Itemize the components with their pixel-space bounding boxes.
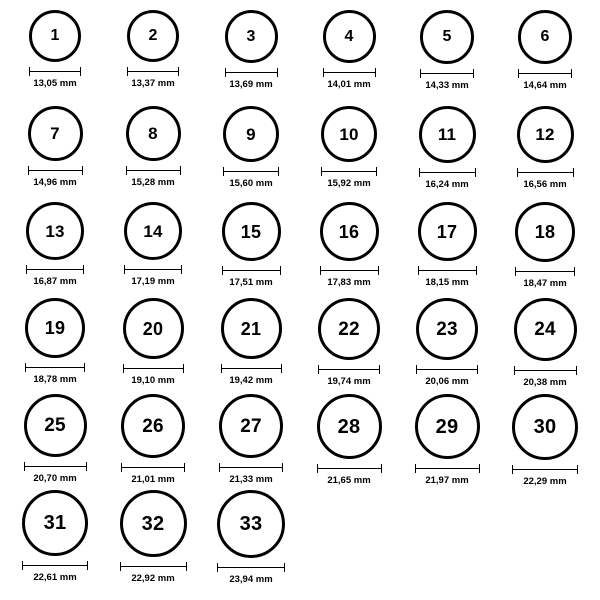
- ring-size-label: 21: [240, 318, 262, 339]
- ring-size-label: 24: [534, 319, 556, 340]
- dimension-tick-right: [278, 167, 279, 176]
- ring-circle-icon: [418, 202, 477, 261]
- dimension-line: [123, 364, 184, 373]
- dimension-tick-left: [518, 69, 519, 78]
- dimension-line-bar: [217, 567, 285, 568]
- ring-diameter-label: 13,69 mm: [229, 79, 273, 90]
- ring-cell: [104, 202, 202, 298]
- ring-cell: [202, 490, 300, 586]
- ring-cell: [398, 106, 496, 202]
- dimension-tick-left: [514, 366, 515, 375]
- ring-diameter-label: 16,56 mm: [523, 179, 567, 190]
- dimension-line: [317, 464, 382, 473]
- ring-wrapper: [512, 394, 578, 460]
- dimension-tick-left: [223, 167, 224, 176]
- ring-diameter-label: 20,38 mm: [523, 377, 567, 388]
- dimension-line: [120, 562, 187, 571]
- ring-wrapper: [320, 202, 379, 261]
- dimension-tick-right: [82, 166, 83, 175]
- ring-circle-icon: [225, 10, 278, 63]
- ring-circle-icon: [124, 202, 182, 260]
- ring-diameter-label: 18,78 mm: [33, 374, 77, 385]
- dimension-line: [217, 563, 285, 572]
- ring-cell: [398, 394, 496, 490]
- ring-diameter-label: 19,10 mm: [131, 375, 175, 386]
- ring-wrapper: [225, 10, 278, 63]
- dimension-tick-right: [282, 463, 283, 472]
- ring-diameter-label: 16,87 mm: [33, 276, 77, 287]
- dimension-line-bar: [223, 171, 279, 172]
- ring-circle-icon: [518, 10, 572, 64]
- ring-size-label: 23: [436, 318, 458, 340]
- dimension-line: [419, 168, 476, 177]
- dimension-line: [29, 67, 81, 76]
- ring-wrapper: [29, 10, 81, 62]
- ring-diameter-label: 21,65 mm: [327, 475, 371, 486]
- ring-circle-icon: [120, 490, 187, 557]
- ring-wrapper: [317, 394, 382, 459]
- ring-diameter-label: 22,61 mm: [33, 572, 77, 583]
- ring-cell: [6, 202, 104, 298]
- ring-circle-icon: [323, 10, 376, 63]
- dimension-line: [124, 265, 182, 274]
- dimension-tick-right: [476, 266, 477, 275]
- dimension-line: [223, 167, 279, 176]
- dimension-tick-right: [571, 69, 572, 78]
- dimension-tick-right: [573, 168, 574, 177]
- ring-diameter-label: 14,64 mm: [523, 80, 567, 91]
- dimension-tick-left: [221, 364, 222, 373]
- ring-circle-icon: [320, 202, 379, 261]
- ring-diameter-label: 21,33 mm: [229, 474, 273, 485]
- dimension-line: [121, 463, 185, 472]
- dimension-line: [225, 68, 278, 77]
- ring-cell: [398, 298, 496, 394]
- dimension-tick-right: [284, 563, 285, 572]
- dimension-tick-left: [416, 365, 417, 374]
- dimension-line: [418, 266, 477, 275]
- ring-cell: [6, 298, 104, 394]
- dimension-tick-left: [124, 265, 125, 274]
- ring-circle-icon: [28, 106, 83, 161]
- dimension-line-bar: [222, 270, 281, 271]
- dimension-tick-right: [86, 462, 87, 471]
- dimension-tick-right: [379, 365, 380, 374]
- ring-circle-icon: [321, 106, 377, 162]
- dimension-line: [318, 365, 380, 374]
- ring-diameter-label: 21,97 mm: [425, 475, 469, 486]
- ring-wrapper: [222, 202, 281, 261]
- ring-size-label: 31: [43, 512, 67, 534]
- dimension-tick-left: [28, 166, 29, 175]
- dimension-tick-left: [120, 562, 121, 571]
- dimension-line-bar: [29, 71, 81, 72]
- dimension-line: [420, 69, 474, 78]
- ring-circle-icon: [419, 106, 476, 163]
- dimension-tick-left: [25, 363, 26, 372]
- ring-cell: [104, 490, 202, 586]
- ring-cell: [398, 202, 496, 298]
- ring-wrapper: [123, 298, 184, 359]
- ring-diameter-label: 16,24 mm: [425, 179, 469, 190]
- dimension-line: [25, 363, 85, 372]
- ring-size-label: 27: [240, 415, 262, 437]
- ring-circle-icon: [219, 394, 283, 458]
- dimension-line-bar: [323, 72, 376, 73]
- ring-size-label: 9: [246, 124, 256, 144]
- ring-diameter-label: 15,28 mm: [131, 177, 175, 188]
- ring-diameter-label: 17,19 mm: [131, 276, 175, 287]
- dimension-line-bar: [126, 170, 181, 171]
- dimension-tick-left: [323, 68, 324, 77]
- dimension-tick-left: [127, 67, 128, 76]
- ring-diameter-label: 14,33 mm: [425, 80, 469, 91]
- ring-size-label: 3: [246, 27, 256, 45]
- ring-wrapper: [418, 202, 477, 261]
- ring-diameter-label: 15,92 mm: [327, 178, 371, 189]
- ring-wrapper: [420, 10, 474, 64]
- ring-cell: [202, 298, 300, 394]
- dimension-tick-right: [477, 365, 478, 374]
- ring-cell: [104, 394, 202, 490]
- ring-wrapper: [518, 10, 572, 64]
- ring-size-label: 5: [442, 28, 452, 45]
- dimension-line-bar: [121, 467, 185, 468]
- ring-wrapper: [28, 106, 83, 161]
- ring-wrapper: [515, 202, 575, 262]
- ring-wrapper: [514, 298, 577, 361]
- dimension-tick-right: [475, 168, 476, 177]
- dimension-tick-right: [183, 364, 184, 373]
- ring-wrapper: [26, 202, 84, 260]
- ring-cell: [496, 202, 594, 298]
- dimension-line-bar: [512, 469, 578, 470]
- ring-circle-icon: [123, 298, 184, 359]
- ring-circle-icon: [514, 298, 577, 361]
- dimension-line-bar: [415, 468, 480, 469]
- dimension-tick-right: [186, 562, 187, 571]
- ring-cell: [496, 10, 594, 106]
- ring-cell: [300, 394, 398, 490]
- ring-wrapper: [25, 298, 85, 358]
- dimension-tick-right: [574, 267, 575, 276]
- ring-size-label: 29: [435, 415, 459, 438]
- dimension-line-bar: [514, 370, 577, 371]
- ring-size-label: 4: [344, 27, 354, 45]
- ring-wrapper: [318, 298, 380, 360]
- ring-size-label: 7: [50, 124, 60, 143]
- dimension-tick-right: [178, 67, 179, 76]
- dimension-line-bar: [127, 71, 179, 72]
- ring-size-label: 17: [436, 221, 458, 242]
- dimension-line-bar: [24, 466, 87, 467]
- dimension-line: [22, 561, 88, 570]
- ring-wrapper: [121, 394, 185, 458]
- dimension-tick-left: [26, 265, 27, 274]
- ring-wrapper: [321, 106, 377, 162]
- ring-circle-icon: [126, 106, 181, 161]
- dimension-tick-left: [512, 465, 513, 474]
- dimension-tick-left: [420, 69, 421, 78]
- dimension-line: [26, 265, 84, 274]
- dimension-tick-right: [184, 463, 185, 472]
- ring-cell: [202, 202, 300, 298]
- ring-circle-icon: [127, 10, 179, 62]
- ring-circle-icon: [24, 394, 87, 457]
- ring-circle-icon: [223, 106, 279, 162]
- ring-size-label: 20: [142, 318, 164, 339]
- dimension-line-bar: [416, 369, 478, 370]
- ring-circle-icon: [420, 10, 474, 64]
- dimension-line: [323, 68, 376, 77]
- dimension-line-bar: [518, 73, 572, 74]
- dimension-line-bar: [418, 270, 477, 271]
- ring-size-label: 6: [540, 28, 550, 45]
- dimension-tick-left: [219, 463, 220, 472]
- dimension-line: [512, 465, 578, 474]
- dimension-line: [514, 366, 577, 375]
- ring-wrapper: [223, 106, 279, 162]
- dimension-line: [219, 463, 283, 472]
- dimension-line-bar: [26, 269, 84, 270]
- ring-wrapper: [22, 490, 88, 556]
- dimension-tick-left: [515, 267, 516, 276]
- ring-wrapper: [217, 490, 285, 558]
- ring-cell: [496, 298, 594, 394]
- ring-size-label: 32: [141, 512, 165, 535]
- ring-wrapper: [517, 106, 574, 163]
- dimension-line-bar: [221, 368, 282, 369]
- ring-cell: [6, 10, 104, 106]
- ring-diameter-label: 18,15 mm: [425, 277, 469, 288]
- ring-circle-icon: [29, 10, 81, 62]
- dimension-tick-left: [222, 266, 223, 275]
- ring-size-label: 12: [535, 125, 555, 144]
- ring-size-label: 30: [533, 416, 557, 438]
- ring-wrapper: [415, 394, 480, 459]
- dimension-line: [415, 464, 480, 473]
- ring-cell: [6, 490, 104, 586]
- ring-circle-icon: [22, 490, 88, 556]
- ring-cell: [104, 298, 202, 394]
- dimension-line: [320, 266, 379, 275]
- dimension-tick-left: [418, 266, 419, 275]
- ring-diameter-label: 20,06 mm: [425, 376, 469, 387]
- dimension-tick-right: [87, 561, 88, 570]
- ring-circle-icon: [515, 202, 575, 262]
- dimension-line: [416, 365, 478, 374]
- dimension-line-bar: [515, 271, 575, 272]
- ring-size-label: 19: [44, 318, 66, 338]
- ring-size-label: 25: [44, 415, 66, 436]
- dimension-line-bar: [419, 172, 476, 173]
- ring-size-label: 8: [148, 124, 158, 143]
- ring-size-label: 15: [240, 221, 262, 242]
- ring-circle-icon: [512, 394, 578, 460]
- ring-cell: [496, 394, 594, 490]
- dimension-tick-left: [121, 463, 122, 472]
- ring-cell: [104, 106, 202, 202]
- ring-wrapper: [221, 298, 282, 359]
- ring-wrapper: [124, 202, 182, 260]
- dimension-tick-right: [180, 166, 181, 175]
- dimension-line-bar: [321, 171, 377, 172]
- ring-cell: [300, 10, 398, 106]
- ring-cell: [104, 10, 202, 106]
- dimension-line-bar: [120, 566, 187, 567]
- ring-diameter-label: 13,37 mm: [131, 78, 175, 89]
- ring-cell: [202, 106, 300, 202]
- ring-circle-icon: [26, 202, 84, 260]
- ring-wrapper: [416, 298, 478, 360]
- ring-size-label: 10: [339, 124, 359, 144]
- dimension-tick-left: [22, 561, 23, 570]
- dimension-line-bar: [320, 270, 379, 271]
- dimension-tick-left: [415, 464, 416, 473]
- ring-cell: [398, 10, 496, 106]
- ring-circle-icon: [121, 394, 185, 458]
- dimension-tick-right: [280, 266, 281, 275]
- dimension-line: [515, 267, 575, 276]
- ring-size-label: 22: [338, 318, 360, 340]
- ring-diameter-label: 22,92 mm: [131, 573, 175, 584]
- dimension-line: [518, 69, 572, 78]
- ring-size-label: 1: [50, 27, 60, 44]
- ring-diameter-label: 14,96 mm: [33, 177, 77, 188]
- dimension-line: [222, 266, 281, 275]
- dimension-tick-left: [126, 166, 127, 175]
- dimension-tick-right: [378, 266, 379, 275]
- dimension-tick-right: [376, 167, 377, 176]
- dimension-tick-left: [320, 266, 321, 275]
- dimension-tick-right: [277, 68, 278, 77]
- ring-wrapper: [120, 490, 187, 557]
- dimension-tick-right: [84, 363, 85, 372]
- dimension-line: [517, 168, 574, 177]
- dimension-line: [24, 462, 87, 471]
- dimension-line-bar: [22, 565, 88, 566]
- ring-circle-icon: [517, 106, 574, 163]
- ring-wrapper: [219, 394, 283, 458]
- ring-size-label: 11: [437, 125, 457, 144]
- dimension-tick-left: [217, 563, 218, 572]
- dimension-tick-right: [473, 69, 474, 78]
- dimension-tick-right: [375, 68, 376, 77]
- ring-diameter-label: 21,01 mm: [131, 474, 175, 485]
- ring-diameter-label: 20,70 mm: [33, 473, 77, 484]
- ring-wrapper: [323, 10, 376, 63]
- ring-diameter-label: 23,94 mm: [229, 574, 273, 585]
- ring-size-label: 26: [142, 415, 164, 437]
- dimension-tick-right: [381, 464, 382, 473]
- dimension-line-bar: [25, 367, 85, 368]
- ring-diameter-label: 15,60 mm: [229, 178, 273, 189]
- ring-cell: [6, 394, 104, 490]
- dimension-line-bar: [124, 269, 182, 270]
- ring-circle-icon: [415, 394, 480, 459]
- dimension-line-bar: [123, 368, 184, 369]
- dimension-tick-right: [80, 67, 81, 76]
- ring-cell: [496, 106, 594, 202]
- ring-diameter-label: 19,42 mm: [229, 375, 273, 386]
- dimension-tick-left: [318, 365, 319, 374]
- ring-diameter-label: 14,01 mm: [327, 79, 371, 90]
- ring-wrapper: [419, 106, 476, 163]
- ring-circle-icon: [222, 202, 281, 261]
- ring-cell: [300, 106, 398, 202]
- dimension-tick-left: [317, 464, 318, 473]
- dimension-line-bar: [225, 72, 278, 73]
- dimension-line: [28, 166, 83, 175]
- dimension-tick-right: [83, 265, 84, 274]
- ring-cell: [202, 10, 300, 106]
- dimension-tick-left: [24, 462, 25, 471]
- dimension-tick-left: [29, 67, 30, 76]
- ring-circle-icon: [317, 394, 382, 459]
- dimension-tick-left: [419, 168, 420, 177]
- ring-cell: [202, 394, 300, 490]
- ring-diameter-label: 13,05 mm: [33, 78, 77, 89]
- dimension-line: [127, 67, 179, 76]
- dimension-tick-right: [181, 265, 182, 274]
- ring-size-label: 2: [148, 27, 158, 44]
- dimension-line: [321, 167, 377, 176]
- ring-wrapper: [126, 106, 181, 161]
- ring-diameter-label: 17,83 mm: [327, 277, 371, 288]
- ring-size-label: 28: [337, 415, 361, 438]
- dimension-line-bar: [420, 73, 474, 74]
- dimension-tick-right: [281, 364, 282, 373]
- ring-size-label: 14: [143, 221, 163, 241]
- ring-size-label: 18: [534, 222, 556, 242]
- ring-wrapper: [127, 10, 179, 62]
- dimension-line-bar: [219, 467, 283, 468]
- ring-wrapper: [24, 394, 87, 457]
- ring-diameter-label: 22,29 mm: [523, 476, 567, 487]
- dimension-line-bar: [517, 172, 574, 173]
- ring-circle-icon: [25, 298, 85, 358]
- ring-size-label: 13: [45, 221, 65, 241]
- dimension-tick-right: [577, 465, 578, 474]
- dimension-tick-right: [479, 464, 480, 473]
- ring-size-label: 33: [239, 513, 263, 535]
- ring-cell: [6, 106, 104, 202]
- dimension-tick-right: [576, 366, 577, 375]
- ring-size-label: 16: [338, 221, 360, 242]
- dimension-tick-left: [123, 364, 124, 373]
- ring-cell: [300, 298, 398, 394]
- ring-diameter-label: 18,47 mm: [523, 278, 567, 289]
- ring-diameter-label: 19,74 mm: [327, 376, 371, 387]
- ring-circle-icon: [217, 490, 285, 558]
- ring-circle-icon: [416, 298, 478, 360]
- ring-circle-icon: [318, 298, 380, 360]
- dimension-line: [126, 166, 181, 175]
- ring-diameter-label: 17,51 mm: [229, 277, 273, 288]
- dimension-line-bar: [317, 468, 382, 469]
- dimension-line: [221, 364, 282, 373]
- ring-cell: [300, 202, 398, 298]
- dimension-tick-left: [517, 168, 518, 177]
- dimension-tick-left: [321, 167, 322, 176]
- ring-circle-icon: [221, 298, 282, 359]
- dimension-line-bar: [318, 369, 380, 370]
- dimension-tick-left: [225, 68, 226, 77]
- dimension-line-bar: [28, 170, 83, 171]
